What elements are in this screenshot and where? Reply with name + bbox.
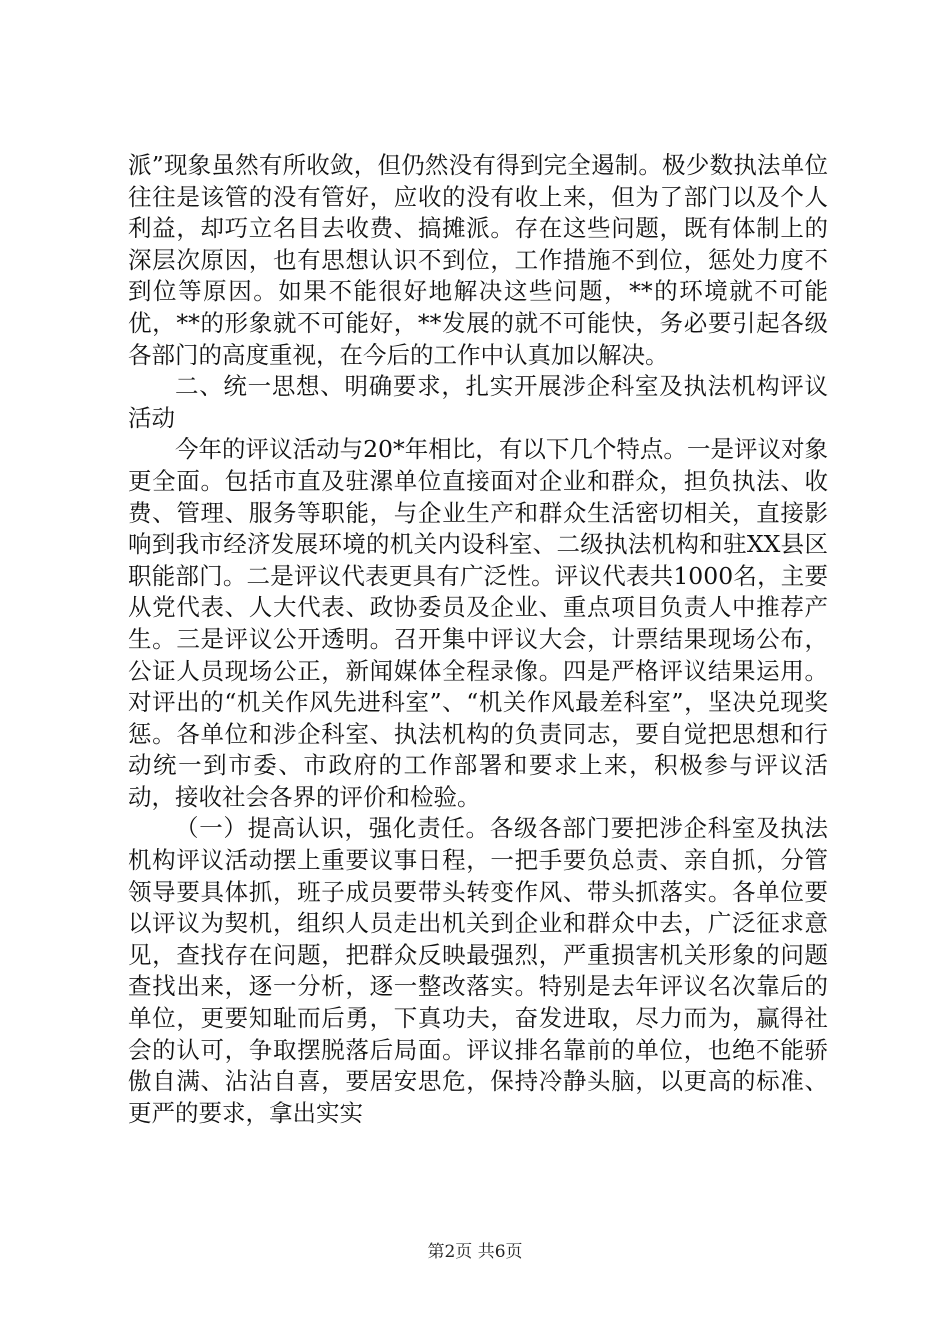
paragraph-item-one: （一）提高认识，强化责任。各级各部门要把涉企科室及执法机构评议活动摆上重要议事日程，一把手要负总责、亲自抓，分管领导要具体抓，班子成员要带头转变作风、带头抓落实。各单位要以评议为契机，组织人员走出机关到企业和群众中去，广泛征求意见，查找存在问题，把群众反映最强烈，严重损害机关形象的问题查找出来，逐一分析，逐一整改落实。特别是去年评议名次靠后的单位，更要知耻而后勇，下真功夫，奋发进取，尽力而为，赢得社会的认可，争取摆脱落后局面。评议排名靠前的单位，也绝不能骄傲自满、沾沾自喜，要居安思危，保持冷静头脑，以更高的标准、更严的要求，拿出实实 (128, 814, 828, 1127)
page-number-footer: 第2页 共6页 (427, 1242, 523, 1262)
paragraph-continued: 派”现象虽然有所收敛，但仍然没有得到完全遏制。极少数执法单位往往是该管的没有管好，应收的没有收上来，但为了部门以及个人利益，却巧立名目去收费、搞摊派。存在这些问题，既有体制上的深层次原因，也有思想认识不到位，工作措施不到位，惩处力度不到位等原因。如果不能很好地解决这些问题，**的环境就不可能优，**的形象就不可能好，**发展的就不可能快，务必要引起各级各部门的高度重视，在今后的工作中认真加以解决。 (128, 151, 828, 369)
paragraph-features: 今年的评议活动与20*年相比，有以下几个特点。一是评议对象更全面。包括市直及驻漯单位直接面对企业和群众，担负执法、收费、管理、服务等职能，与企业生产和群众生活密切相关，直接影响到我市经济发展环境的机关内设科室、二级执法机构和驻XX县区职能部门。二是评议代表更具有广泛性。评议代表共1000名，主要从党代表、人大代表、政协委员及企业、重点项目负责人中推荐产生。三是评议公开透明。召开集中评议大会，计票结果现场公布，公证人员现场公正，新闻媒体全程录像。四是严格评议结果运用。对评出的“机关作风先进科室”、“机关作风最差科室”，坚决兑现奖惩。各单位和涉企科室、执法机构的负责同志，要自觉把思想和行动统一到市委、市政府的工作部署和要求上来，积极参与评议活动，接收社会各界的评价和检验。 (128, 435, 828, 811)
section-heading: 二、统一思想、明确要求，扎实开展涉企科室及执法机构评议活动 (128, 372, 828, 432)
document-body (128, 150, 828, 1129)
